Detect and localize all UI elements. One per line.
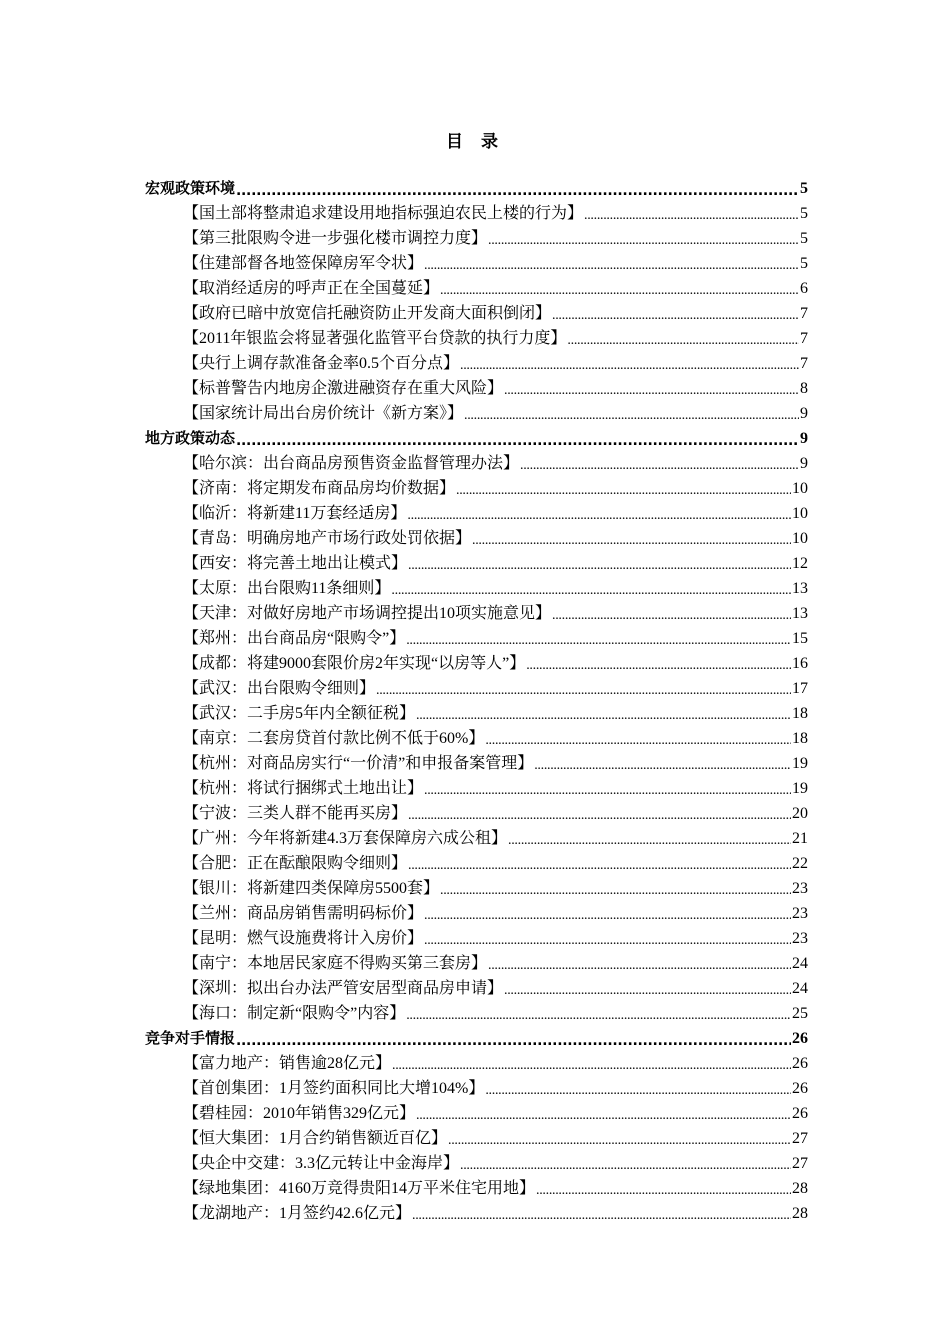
dot-leader: [488, 231, 799, 251]
toc-item-entry[interactable]: [183, 526, 808, 551]
toc-item-title: 【武汉：二手房5年内全额征税】: [183, 705, 416, 722]
toc-page-number: 26: [792, 1105, 808, 1122]
toc-page-number: 26: [792, 1055, 808, 1072]
toc-item-entry[interactable]: [183, 901, 808, 926]
toc-page-number: 24: [792, 955, 808, 972]
toc-item-entry[interactable]: [183, 1076, 808, 1101]
toc-item-title: 【杭州：将试行捆绑式土地出让】: [183, 780, 424, 797]
toc-page-number: 26: [792, 1080, 808, 1097]
toc-item-title: 【宁波：三类人群不能再买房】: [183, 805, 408, 822]
toc-item-title: 【住建部督各地签保障房军令状】: [183, 255, 424, 272]
toc-page-number: 9: [800, 405, 808, 422]
toc-item-entry[interactable]: [183, 351, 808, 376]
dot-leader: [584, 206, 799, 226]
dot-leader: [552, 306, 799, 326]
toc-section-entry[interactable]: [145, 1026, 808, 1051]
toc-item-title: 【国土部将整肃追求建设用地指标强迫农民上楼的行为】: [183, 205, 584, 222]
dot-leader: [485, 1081, 791, 1101]
toc-item-entry[interactable]: [183, 576, 808, 601]
toc-title: 目 录: [446, 132, 504, 152]
toc-page-number: 5: [800, 255, 808, 272]
toc-item-entry[interactable]: [183, 926, 808, 951]
dot-leader: [424, 256, 799, 276]
toc-item-title: 【武汉：出台限购令细则】: [183, 680, 376, 697]
toc-section-entry[interactable]: [145, 176, 808, 201]
dot-leader: [392, 1056, 791, 1076]
toc-item-entry[interactable]: [183, 201, 808, 226]
toc-page-number: 9: [800, 430, 808, 447]
toc-page-number: 28: [792, 1205, 808, 1222]
toc-item-entry[interactable]: [183, 951, 808, 976]
toc-item-title: 【绿地集团：4160万竞得贵阳14万平米住宅用地】: [183, 1180, 536, 1197]
toc-item-title: 【成都：将建9000套限价房2年实现“以房等人”】: [183, 655, 526, 672]
toc-item-entry[interactable]: [183, 1201, 808, 1226]
dot-leader: [408, 556, 791, 576]
dot-leader: [440, 281, 799, 301]
toc-item-entry[interactable]: [183, 226, 808, 251]
toc-page-number: 23: [792, 930, 808, 947]
toc-item-title: 【海口：制定新“限购令”内容】: [183, 1005, 406, 1022]
toc-item-title: 【西安：将完善土地出让模式】: [183, 555, 408, 572]
toc-page-number: 5: [800, 205, 808, 222]
toc-page-number: 20: [792, 805, 808, 822]
toc-page-number: 18: [792, 705, 808, 722]
toc-item-title: 【标普警告内地房企激进融资存在重大风险】: [183, 380, 504, 397]
toc-item-entry[interactable]: [183, 601, 808, 626]
toc-section-title: 地方政策动态: [145, 429, 236, 447]
dot-leader: [485, 731, 791, 751]
dot-leader: [536, 1181, 791, 1201]
dot-leader: [376, 681, 791, 701]
toc-page-number: 5: [800, 180, 808, 197]
toc-item-title: 【南京：二套房贷首付款比例不低于60%】: [183, 730, 485, 747]
toc-item-entry[interactable]: [183, 626, 808, 651]
toc-item-title: 【深圳：拟出台办法严管安居型商品房申请】: [183, 980, 504, 997]
toc-item-title: 【太原：出台限购11条细则】: [183, 580, 391, 597]
toc-item-title: 【临沂：将新建11万套经适房】: [183, 505, 407, 522]
toc-item-entry[interactable]: [183, 476, 808, 501]
dot-leader: [504, 381, 799, 401]
toc-item-entry[interactable]: [183, 276, 808, 301]
dot-leader: [440, 881, 791, 901]
toc-item-entry[interactable]: [183, 326, 808, 351]
toc-item-entry[interactable]: [183, 726, 808, 751]
toc-item-title: 【富力地产：销售逾28亿元】: [183, 1055, 392, 1072]
toc-page-number: 21: [792, 830, 808, 847]
toc-page-number: 9: [800, 455, 808, 472]
toc-item-title: 【国家统计局出台房价统计《新方案》】: [183, 405, 464, 422]
toc-page-number: 26: [792, 1030, 808, 1047]
toc-item-title: 【兰州：商品房销售需明码标价】: [183, 905, 424, 922]
toc-item-title: 【央行上调存款准备金率0.5个百分点】: [183, 355, 460, 372]
toc-item-title: 【广州：今年将新建4.3万套保障房六成公租】: [183, 830, 508, 847]
toc-page-number: 23: [792, 880, 808, 897]
toc-item-entry[interactable]: [183, 376, 808, 401]
dot-leader: [408, 856, 791, 876]
toc-page-number: 13: [792, 580, 808, 597]
toc-item-entry[interactable]: [183, 876, 808, 901]
dot-leader: [464, 406, 799, 426]
toc-item-entry[interactable]: [183, 251, 808, 276]
dot-leader: [520, 456, 799, 476]
dot-leader: [488, 956, 791, 976]
dot-leader: [406, 1006, 791, 1026]
toc-page-number: 15: [792, 630, 808, 647]
dot-leader: [236, 1031, 791, 1051]
toc-item-title: 【首创集团：1月签约面积同比大增104%】: [183, 1080, 485, 1097]
toc-page-number: 7: [800, 305, 808, 322]
toc-item-title: 【央企中交建：3.3亿元转让中金海岸】: [183, 1155, 460, 1172]
toc-item-entry[interactable]: [183, 501, 808, 526]
dot-leader: [408, 806, 791, 826]
toc-item-title: 【第三批限购令进一步强化楼市调控力度】: [183, 230, 488, 247]
toc-item-entry[interactable]: [183, 1001, 808, 1026]
toc-item-entry[interactable]: [183, 801, 808, 826]
toc-item-entry[interactable]: [183, 776, 808, 801]
toc-item-title: 【银川：将新建四类保障房5500套】: [183, 880, 440, 897]
toc-item-entry[interactable]: [183, 1101, 808, 1126]
dot-leader: [236, 181, 799, 201]
dot-leader: [460, 356, 799, 376]
toc-page-number: 19: [792, 780, 808, 797]
toc-page-number: 18: [792, 730, 808, 747]
toc-item-title: 【天津：对做好房地产市场调控提出10项实施意见】: [183, 605, 552, 622]
toc-page-number: 23: [792, 905, 808, 922]
toc-page-number: 10: [792, 480, 808, 497]
toc-page-number: 16: [792, 655, 808, 672]
toc-page-number: 27: [792, 1130, 808, 1147]
toc-item-title: 【龙湖地产：1月签约42.6亿元】: [183, 1205, 412, 1222]
toc-item-title: 【济南：将定期发布商品房均价数据】: [183, 480, 456, 497]
toc-item-entry[interactable]: [183, 1126, 808, 1151]
dot-leader: [567, 331, 799, 351]
toc-item-entry[interactable]: [183, 1151, 808, 1176]
toc-item-title: 【2011年银监会将显著强化监管平台贷款的执行力度】: [183, 330, 567, 347]
dot-leader: [236, 431, 799, 451]
dot-leader: [552, 606, 791, 626]
dot-leader: [412, 1206, 791, 1226]
toc-item-title: 【碧桂园：2010年销售329亿元】: [183, 1105, 416, 1122]
dot-leader: [460, 1156, 791, 1176]
dot-leader: [508, 831, 791, 851]
toc-item-title: 【青岛：明确房地产市场行政处罚依据】: [183, 530, 472, 547]
toc-page-number: 22: [792, 855, 808, 872]
toc-page-number: 7: [800, 330, 808, 347]
toc-section-entry[interactable]: [145, 426, 808, 451]
toc-item-entry[interactable]: [183, 976, 808, 1001]
dot-leader: [416, 1106, 791, 1126]
toc-item-entry[interactable]: [183, 451, 808, 476]
toc-page-number: 28: [792, 1180, 808, 1197]
toc-item-entry[interactable]: [183, 851, 808, 876]
dot-leader: [416, 706, 791, 726]
toc-item-title: 【昆明：燃气设施费将计入房价】: [183, 930, 424, 947]
dot-leader: [391, 581, 791, 601]
dot-leader: [407, 506, 791, 526]
toc-item-entry[interactable]: [183, 701, 808, 726]
toc-section-title: 竞争对手情报: [145, 1029, 236, 1047]
toc-page-number: 17: [792, 680, 808, 697]
toc-page-number: 10: [792, 530, 808, 547]
toc-item-title: 【合肥：正在酝酿限购令细则】: [183, 855, 408, 872]
dot-leader: [456, 481, 791, 501]
toc-item-entry[interactable]: [183, 1051, 808, 1076]
toc-section-title: 宏观政策环境: [145, 179, 236, 197]
toc-item-entry[interactable]: [183, 401, 808, 426]
toc-item-title: 【杭州：对商品房实行“一价清”和申报备案管理】: [183, 755, 534, 772]
toc-item-title: 【取消经适房的呼声正在全国蔓延】: [183, 280, 440, 297]
toc-item-entry[interactable]: [183, 1176, 808, 1201]
toc-page-number: 6: [800, 280, 808, 297]
toc-item-entry[interactable]: [183, 301, 808, 326]
toc-item-entry[interactable]: [183, 751, 808, 776]
dot-leader: [448, 1131, 791, 1151]
toc-page-number: 10: [792, 505, 808, 522]
toc-item-title: 【恒大集团：1月合约销售额近百亿】: [183, 1130, 448, 1147]
toc-item-title: 【南宁：本地居民家庭不得购买第三套房】: [183, 955, 488, 972]
toc-item-entry[interactable]: [183, 826, 808, 851]
dot-leader: [424, 781, 791, 801]
toc-page-number: 7: [800, 355, 808, 372]
dot-leader: [406, 631, 791, 651]
toc-page-number: 13: [792, 605, 808, 622]
toc-item-title: 【哈尔滨：出台商品房预售资金监督管理办法】: [183, 455, 520, 472]
dot-leader: [534, 756, 791, 776]
toc-page-number: 12: [792, 555, 808, 572]
toc-item-entry[interactable]: [183, 551, 808, 576]
dot-leader: [504, 981, 791, 1001]
toc-page-number: 19: [792, 755, 808, 772]
toc-page-number: 5: [800, 230, 808, 247]
toc-page-number: 25: [792, 1005, 808, 1022]
dot-leader: [424, 931, 791, 951]
toc-page-number: 27: [792, 1155, 808, 1172]
dot-leader: [526, 656, 791, 676]
toc-page-number: 24: [792, 980, 808, 997]
toc-item-title: 【政府已暗中放宽信托融资防止开发商大面积倒闭】: [183, 305, 552, 322]
dot-leader: [472, 531, 791, 551]
toc-item-title: 【郑州：出台商品房“限购令”】: [183, 630, 406, 647]
toc-item-entry[interactable]: [183, 651, 808, 676]
toc-page-number: 8: [800, 380, 808, 397]
toc-item-entry[interactable]: [183, 676, 808, 701]
dot-leader: [424, 906, 791, 926]
